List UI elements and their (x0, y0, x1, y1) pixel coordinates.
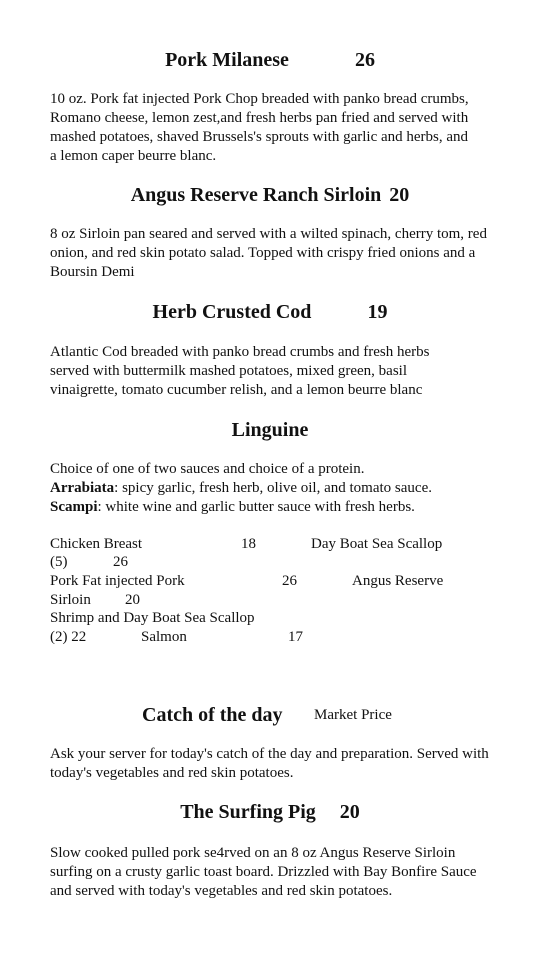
item-description: Ask your server for today's catch of the day and preparation. Served with today's vegetables and red skin potatoes. (50, 746, 489, 781)
sauce-text-scampi: : white wine and garlic butter sauce with fresh herbs. (97, 499, 415, 515)
protein-scallop-name: Day Boat Sea Scallop (311, 536, 443, 552)
linguine-intro (50, 460, 520, 517)
protein-pork-price: 26 (282, 573, 297, 589)
item-price: 26 (354, 49, 375, 71)
protein-chicken-name: Chicken Breast (50, 536, 143, 552)
linguine-intro-text: Choice of one of two sauces and choice of a protein. (50, 461, 365, 477)
protein-salmon-price: 17 (288, 629, 303, 645)
item-price: 20 (339, 801, 360, 823)
protein-shrimp-qty-price: (2) 22 (50, 629, 87, 645)
protein-shrimp-name: Shrimp and Day Boat Sea Scallop (50, 610, 255, 626)
sauce-name-arrabiata: Arrabiata (50, 480, 115, 496)
item-heading-linguine (0, 418, 540, 442)
item-heading-catch-of-the-day: Catch of the day (142, 704, 283, 726)
item-heading-pork-milanese (0, 48, 540, 72)
item-name: Herb Crusted Cod (152, 301, 312, 323)
item-name: The Surfing Pig (180, 801, 316, 823)
catch-price: Market Price (314, 707, 392, 723)
item-name: Linguine (231, 419, 309, 441)
protein-chicken-price: 18 (241, 536, 256, 552)
protein-sirloin-name-a: Angus Reserve (352, 573, 444, 589)
protein-pork-name: Pork Fat injected Pork (50, 573, 185, 589)
protein-sirloin-price: 20 (125, 592, 140, 608)
item-heading-herb-crusted-cod (0, 300, 540, 324)
item-description: 8 oz Sirloin pan seared and served with a wilted spinach, cherry tom, red onion, and red skin potato salad. Topped with crispy fried onions and a Boursin Demi (50, 226, 487, 280)
item-price: 19 (367, 301, 388, 323)
item-price: 20 (389, 184, 410, 206)
protein-sirloin-name-b: Sirloin (50, 592, 91, 608)
protein-salmon-name: Salmon (141, 629, 187, 645)
item-heading-angus-sirloin (0, 183, 540, 207)
sauce-text-arrabiata: : spicy garlic, fresh herb, olive oil, and tomato sauce. (114, 480, 432, 496)
item-description: Slow cooked pulled pork se4rved on an 8 oz Angus Reserve Sirloin surfing on a crusty garlic toast board. Drizzled with Bay Bonfire Sauce and served with today's vegetables and red skin potatoes. (50, 845, 477, 899)
item-name: Pork Milanese (165, 49, 289, 71)
protein-scallop-price: 26 (113, 554, 128, 570)
item-description: 10 oz. Pork fat injected Pork Chop breaded with panko bread crumbs, Romano cheese, lemon zest,and fresh herbs pan fried and served with mashed potatoes, shaved Brussels's sprouts with garlic and herbs, and a lemon caper beurre blanc. (50, 91, 469, 164)
sauce-name-scampi: Scampi (50, 499, 98, 515)
item-heading-surfing-pig (0, 800, 540, 824)
protein-scallop-qty: (5) (50, 554, 68, 570)
item-description: Atlantic Cod breaded with panko bread crumbs and fresh herbs served with buttermilk mashed potatoes, mixed green, basil vinaigrette, tomato cucumber relish, and a lemon beurre blanc (50, 344, 430, 398)
item-name: Angus Reserve Ranch Sirloin (130, 184, 382, 206)
